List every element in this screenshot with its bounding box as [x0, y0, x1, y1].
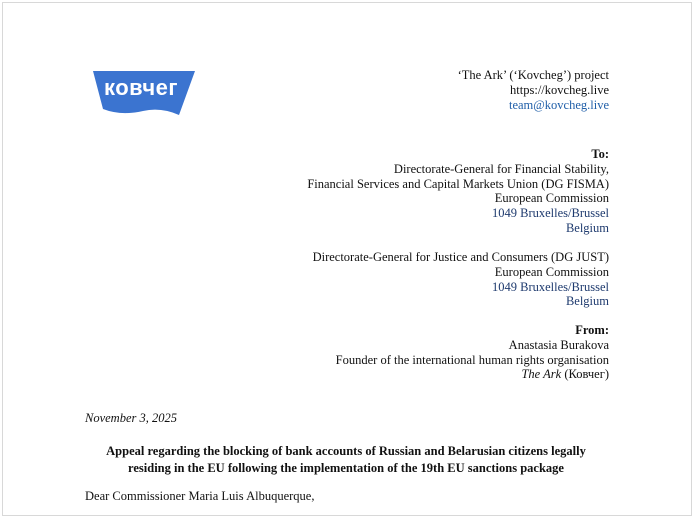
address-line: Belgium: [565, 294, 609, 309]
from-name: Anastasia Burakova: [508, 337, 609, 352]
letter-date: November 3, 2025: [85, 411, 177, 425]
sender-email[interactable]: team@kovcheg.live: [508, 97, 609, 112]
address-line: Directorate-General for Financial Stability,: [393, 161, 609, 176]
address-line: European Commission: [494, 264, 609, 279]
from-label: From:: [575, 323, 609, 337]
address-line: European Commission: [494, 191, 609, 206]
sender-website[interactable]: https://kovcheg.live: [510, 82, 609, 97]
address-line: Belgium: [565, 220, 609, 235]
address-line: Financial Services and Capital Markets Union (DG FISMA): [307, 176, 609, 191]
org-name-italic: The Ark: [521, 367, 562, 382]
from-role: Founder of the international human rights organisation: [335, 352, 609, 367]
subject-line: residing in the EU following the implementation of the 19th EU sanctions package: [128, 461, 564, 475]
from-organisation: [336, 367, 609, 382]
address-line: 1049 Bruxelles/Brussel: [491, 206, 609, 221]
sender-project: ‘The Ark’ (‘Kovcheg’) project: [457, 68, 609, 82]
org-name-rest: (Ковчег): [561, 367, 609, 382]
recipient-block-fisma: [307, 147, 609, 236]
recipient-block-just: [313, 250, 609, 309]
address-line: Directorate-General for Justice and Consumers (DG JUST): [312, 250, 609, 264]
address-line: 1049 Bruxelles/Brussel: [491, 279, 609, 294]
from-block: [336, 323, 609, 382]
logo-text: ковчег: [103, 75, 179, 100]
sender-block: [458, 68, 609, 112]
to-label: To:: [591, 147, 609, 161]
letter-greeting: Dear Commissioner Maria Luis Albuquerque,: [85, 489, 315, 503]
kovcheg-logo: [91, 69, 197, 117]
subject-line: Appeal regarding the blocking of bank accounts of Russian and Belarusian citizens legally: [106, 444, 586, 458]
letter-subject: [85, 443, 607, 477]
